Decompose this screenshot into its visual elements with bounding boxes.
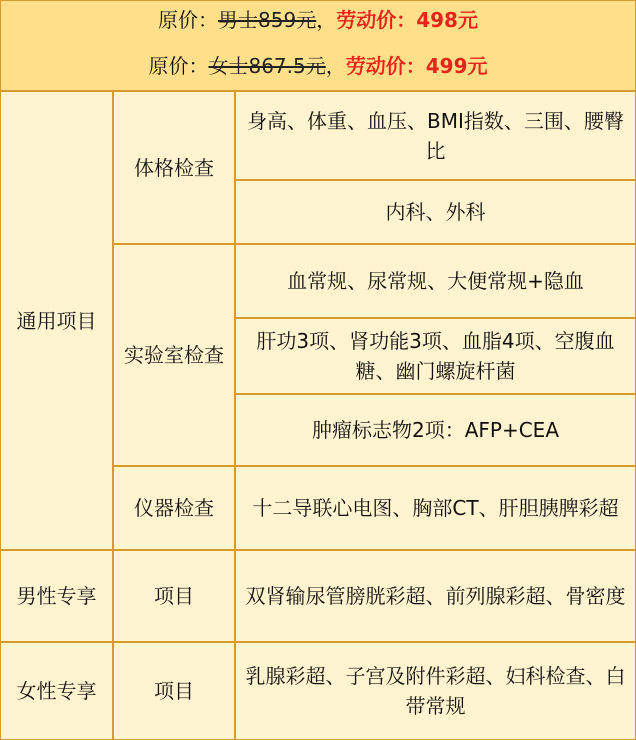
item-internal-surgery: 内科、外科: [235, 180, 635, 244]
category-female-exclusive: 女性专享: [1, 642, 113, 739]
item-female-ultrasound: 乳腺彩超、子宫及附件彩超、妇科检查、白带常规: [235, 642, 635, 739]
subcategory-lab-exam: 实验室检查: [113, 244, 235, 466]
category-male-exclusive: 男性专享: [1, 550, 113, 642]
male-original-price: 男士859元: [218, 8, 317, 32]
subcategory-male-items: 项目: [113, 550, 235, 642]
price-separator: ，: [325, 54, 346, 78]
table-row: [1, 550, 635, 642]
item-ecg-ct-ultrasound: 十二导联心电图、胸部CT、肝胆胰脾彩超: [235, 466, 635, 550]
female-price-line: [1, 53, 635, 79]
male-labor-price: 劳动价：498元: [336, 8, 478, 32]
original-price-prefix: 原价：: [148, 54, 209, 78]
item-tumor-markers: 肿瘤标志物2项：AFP+CEA: [235, 394, 635, 466]
item-liver-kidney-lipids: 肝功3项、肾功能3项、血脂4项、空腹血糖、幽门螺旋杆菌: [235, 318, 635, 394]
subcategory-instrument-exam: 仪器检查: [113, 466, 235, 550]
price-header: [1, 1, 635, 92]
exam-items-table: [1, 92, 635, 739]
subcategory-physical-exam: 体格检查: [113, 92, 235, 244]
table-row: [1, 92, 635, 180]
category-general: 通用项目: [1, 92, 113, 550]
female-original-price: 女士867.5元: [208, 54, 326, 78]
price-separator: ，: [316, 8, 337, 32]
item-male-ultrasound: 双肾输尿管膀胱彩超、前列腺彩超、骨密度: [235, 550, 635, 642]
item-routine-tests: 血常规、尿常规、大便常规+隐血: [235, 244, 635, 318]
male-price-line: [1, 7, 635, 33]
female-labor-price: 劳动价：499元: [345, 54, 488, 78]
original-price-prefix: 原价：: [158, 8, 219, 32]
table-row: [1, 642, 635, 739]
subcategory-female-items: 项目: [113, 642, 235, 739]
item-physical-measurements: 身高、体重、血压、BMI指数、三围、腰臀比: [235, 92, 635, 180]
